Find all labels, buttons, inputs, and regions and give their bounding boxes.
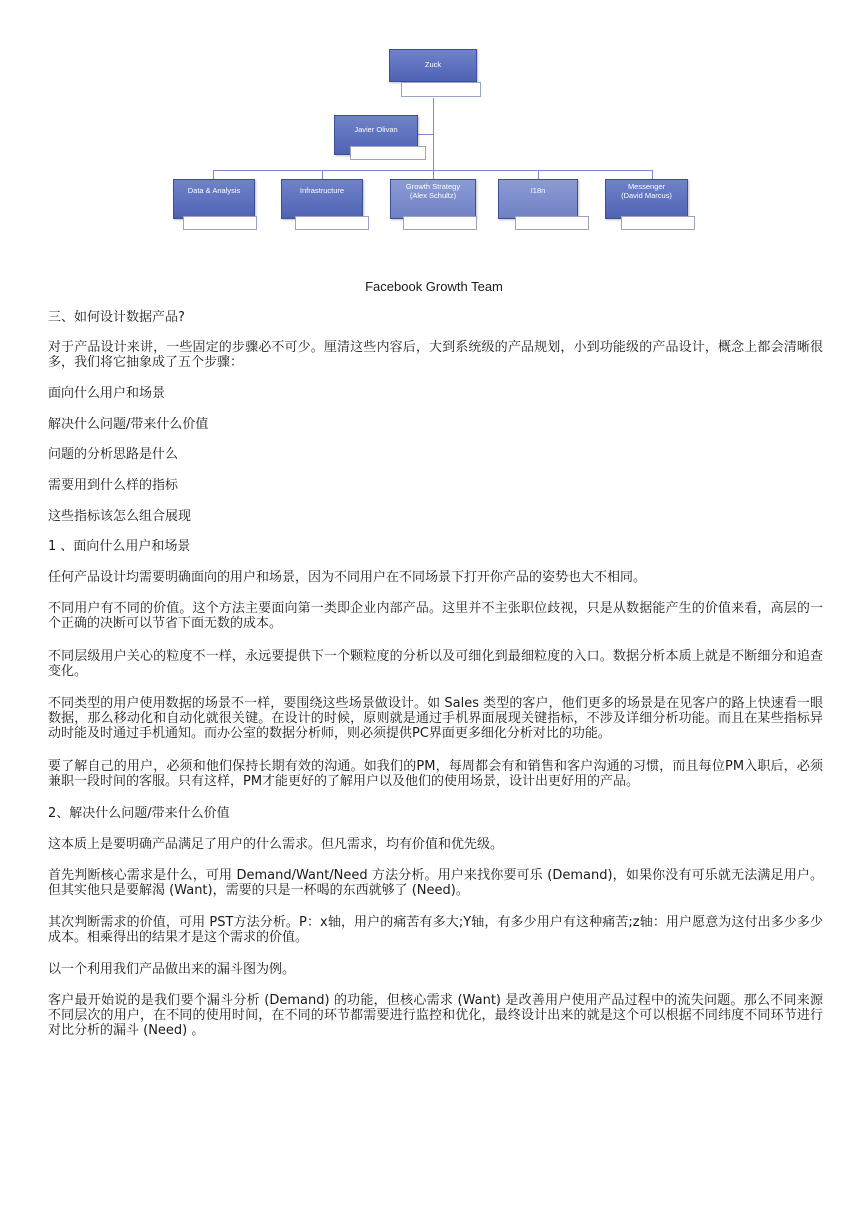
paragraph: 这本质上是要明确产品满足了用户的什么需求。但凡需求，均有价值和优先级。 bbox=[48, 837, 504, 852]
figure-caption: Facebook Growth Team bbox=[365, 279, 503, 294]
org-box-sublabel: (Alex Schultz) bbox=[409, 191, 457, 200]
connector-vertical-main bbox=[433, 98, 434, 178]
paragraph: 任何产品设计均需要明确面向的用户和场景，因为不同用户在不同场景下打开你产品的姿势也大不相同。 bbox=[48, 570, 647, 585]
org-subbox-javier-olivan bbox=[350, 146, 426, 160]
connector-javier bbox=[417, 134, 433, 135]
org-box-zuck bbox=[389, 49, 477, 82]
connector-team-5 bbox=[652, 170, 653, 179]
paragraph: 对于产品设计来讲，一些固定的步骤必不可少。厘清这些内容后，大到系统级的产品规划，小到功能级的产品设计，概念上都会清晰很多，我们将它抽象成了五个步骤： bbox=[48, 340, 823, 370]
connector-team-3 bbox=[433, 170, 434, 179]
section-heading: 1 、面向什么用户和场景 bbox=[48, 539, 191, 554]
org-subbox-data-analysis bbox=[183, 216, 257, 230]
paragraph: 不同层级用户关心的粒度不一样，永远要提供下一个颗粒度的分析以及可细化到最细粒度的入口。数据分析本质上就是不断细分和追查变化。 bbox=[48, 649, 823, 679]
org-box-label: Messenger bbox=[627, 182, 666, 191]
org-box-label: Growth Strategy bbox=[405, 182, 461, 191]
org-box-label: I18n bbox=[530, 186, 546, 195]
connector-team-2 bbox=[322, 170, 323, 179]
org-box-label: Data & Analysis bbox=[187, 186, 241, 195]
org-subbox-growth-strategy bbox=[403, 216, 477, 230]
org-box-growth-strategy bbox=[390, 179, 476, 219]
org-subbox-zuck bbox=[401, 82, 481, 97]
section-heading: 三、如何设计数据产品? bbox=[48, 310, 185, 325]
org-chart bbox=[0, 0, 868, 260]
paragraph: 不同类型的用户使用数据的场景不一样，要围绕这些场景做设计。如 Sales 类型的客户，他们更多的场景是在见客户的路上快速看一眼数据，那么移动化和自动化就很关键。在设计的时候，原则就是通过手机界面展现关键指标，不涉及详细分析功能。而且在某些指标异动时能及时通过手机通知。而办公室的数据分析师，则必须提供PC界面更多细化分析对比的功能。 bbox=[48, 696, 823, 741]
connector-team-4 bbox=[538, 170, 539, 179]
paragraph: 其次判断需求的价值，可用 PST方法分析。P：x轴，用户的痛苦有多大;Y轴，有多少用户有这种痛苦;z轴：用户愿意为这付出多少多少成本。相乘得出的结果才是这个需求的价值。 bbox=[48, 915, 823, 945]
org-box-infrastructure bbox=[281, 179, 363, 219]
org-box-data-analysis bbox=[173, 179, 255, 219]
org-subbox-i18n bbox=[515, 216, 589, 230]
org-subbox-infrastructure bbox=[295, 216, 369, 230]
paragraph: 不同用户有不同的价值。这个方法主要面向第一类即企业内部产品。这里并不主张职位歧视，只是从数据能产生的价值来看，高层的一个正确的决断可以节省下面无数的成本。 bbox=[48, 601, 823, 631]
section-heading: 2、解决什么问题/带来什么价值 bbox=[48, 806, 230, 821]
list-item: 这些指标该怎么组合展现 bbox=[48, 509, 192, 524]
connector-team-1 bbox=[213, 170, 214, 179]
org-box-label: Infrastructure bbox=[299, 186, 345, 195]
list-item: 解决什么问题/带来什么价值 bbox=[48, 417, 209, 432]
paragraph: 客户最开始说的是我们要个漏斗分析 (Demand) 的功能，但核心需求 (Want) 是改善用户使用产品过程中的流失问题。那么不同来源不同层次的用户，在不同的使用时间，在不同的环节都需要进行监控和优化，最终设计出来的就是这个可以根据不同纬度不同环节进行对比分析的漏斗 (Need) 。 bbox=[48, 993, 823, 1038]
paragraph: 首先判断核心需求是什么，可用 Demand/Want/Need 方法分析。用户来找你要可乐 (Demand)，如果你没有可乐就无法满足用户。但其实他只是要解渴 (Want)，需要的只是一杯喝的东西就够了 (Need)。 bbox=[48, 868, 823, 898]
org-box-label: Zuck bbox=[424, 60, 442, 69]
org-box-label: Javier Olivan bbox=[354, 125, 398, 134]
list-item: 面向什么用户和场景 bbox=[48, 386, 166, 401]
org-box-messenger bbox=[605, 179, 688, 219]
org-box-sublabel: (David Marcus) bbox=[621, 191, 672, 200]
org-box-i18n bbox=[498, 179, 578, 219]
paragraph: 以一个利用我们产品做出来的漏斗图为例。 bbox=[48, 962, 296, 977]
paragraph: 要了解自己的用户，必须和他们保持长期有效的沟通。如我们的PM，每周都会有和销售和客户沟通的习惯，而且每位PM入职后，必须兼职一段时间的客服。只有这样，PM才能更好的了解用户以及他们的使用场景，设计出更好用的产品。 bbox=[48, 759, 823, 789]
org-subbox-messenger bbox=[621, 216, 695, 230]
list-item: 问题的分析思路是什么 bbox=[48, 447, 179, 462]
list-item: 需要用到什么样的指标 bbox=[48, 478, 179, 493]
